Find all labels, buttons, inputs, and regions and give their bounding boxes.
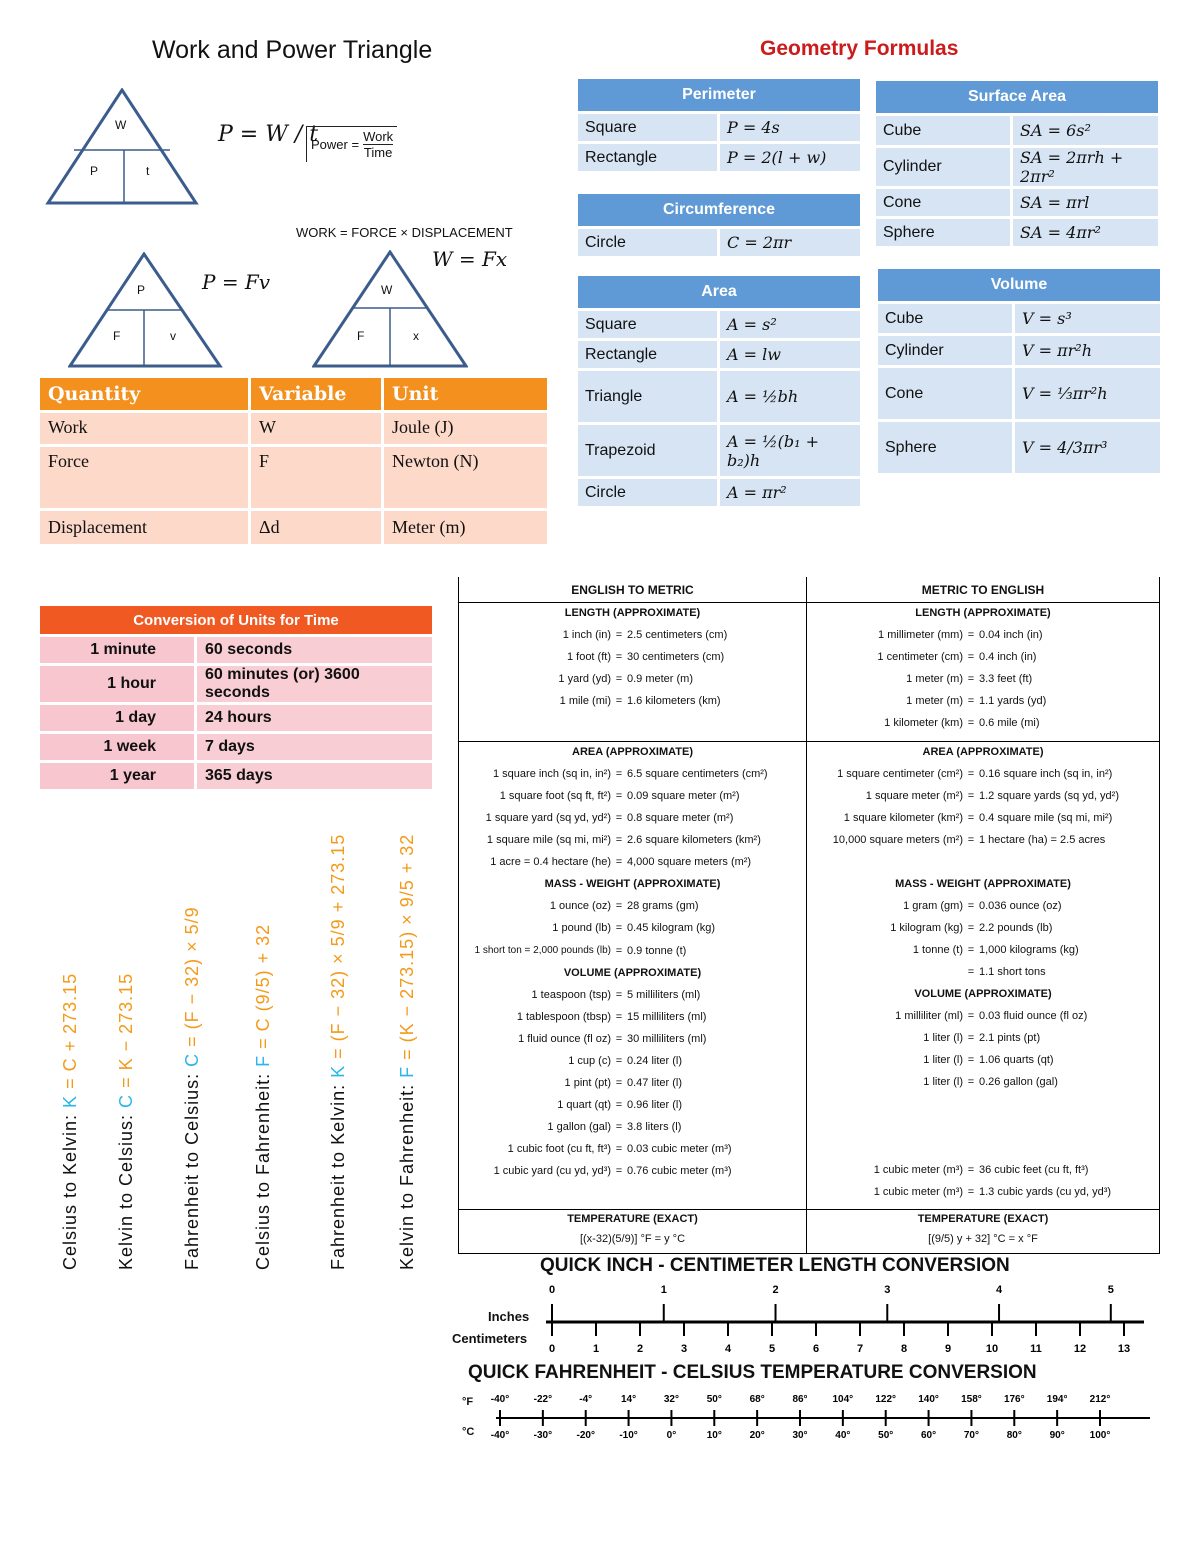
col-quantity: Quantity [40,378,250,412]
table-row [878,335,1160,367]
celsius-tick-label: 0° [666,1430,677,1441]
cell: 1 day [40,704,196,733]
unit-conversion-table [458,577,1160,1254]
inches-label: Inches [488,1309,530,1324]
cm-tick-label: 10 [985,1343,999,1355]
work-power-title: Work and Power Triangle [152,36,433,64]
list-item: 1 pound (lb) = 0.45 kilogram (kg) [552,922,716,934]
table-row [878,421,1160,475]
cm-tick-label: 4 [724,1343,732,1355]
power-formula: P = W / t [218,122,319,147]
celsius-tick-label: 70° [963,1430,979,1441]
temp-formula-c-to-f: Celsius to Fahrenheit: F = C (9/5) + 32 [253,923,273,1270]
cm-tick-label: 11 [1030,1343,1042,1355]
cell: Rectangle [578,143,719,173]
table-row [876,115,1158,147]
area-header: Area [578,276,860,310]
cell: F [250,446,383,510]
formula: A = ½(b₁ + b₂)h [719,424,861,478]
temp-formula-k-to-f: Kelvin to Fahrenheit: F = (K − 273.15) × 9/5 + 32 [397,833,417,1270]
formula: C = 2πr [719,228,861,258]
cell: Work [40,412,250,446]
formula: P = 2(l + w) [719,143,861,173]
formula: V = 4/3πr³ [1014,421,1161,475]
table-row [40,704,432,733]
cm-tick-label: 2 [636,1343,644,1355]
list-item: 1 pint (pt) = 0.47 liter (l) [564,1077,683,1089]
cell: Cone [876,188,1012,218]
table-row [578,424,860,478]
cell: Cube [876,115,1012,147]
list-item: 1 gallon (gal) = 3.8 liters (l) [547,1121,682,1133]
cm-tick-label: 8 [900,1343,908,1355]
list-item: 1 tablespoon (tbsp) = 15 milliliters (ml) [516,1011,707,1023]
area-title: AREA (APPROXIMATE) [922,746,1044,758]
list-item: 1 yard (yd) = 0.9 meter (m) [558,673,694,685]
temp-exact-title: TEMPERATURE (EXACT) [567,1213,698,1225]
list-item: 1 acre = 0.4 hectare (he) = 4,000 square meters (m²) [490,856,752,868]
cm-tick-label: 6 [812,1343,820,1355]
circumference-header: Circumference [578,194,860,228]
area-table [578,276,860,509]
surface-header: Surface Area [876,81,1158,115]
english-column [459,602,806,1182]
cm-tick-label: 1 [592,1343,600,1355]
fahrenheit-tick-label: 86° [792,1394,808,1405]
formula: SA = 6s² [1012,115,1159,147]
list-item: 1 ounce (oz) = 28 grams (gm) [549,900,699,912]
quantity-table [40,378,550,544]
metric-to-english-title: METRIC TO ENGLISH [921,583,1045,597]
inch-tick-label: 2 [772,1284,779,1296]
temp-formula-c-to-k: Celsius to Kelvin: K = C + 273.15 [60,972,80,1270]
table-row [578,113,860,143]
table-row [876,147,1158,188]
power-triangle-2 [68,252,224,368]
table-row [578,228,860,258]
power-box-den: Time [363,145,393,160]
celsius-tick-label: 100° [1089,1430,1111,1441]
cm-tick-label: 13 [1117,1343,1131,1355]
tri3-top: W [381,283,393,297]
celsius-tick-label: -10° [619,1430,638,1441]
formula: P = 4s [719,113,861,143]
list-item: 1 square meter (m²) = 1.2 square yards (sq yd, yd²) [865,790,1120,802]
cell: 1 minute [40,636,196,665]
force-velocity-formula: P = Fv [202,270,271,294]
celsius-tick-label: 50° [878,1430,894,1441]
list-item: 1 square foot (sq ft, ft²) = 0.09 square meter (m²) [499,790,740,802]
formula: V = πr²h [1014,335,1161,367]
formula: SA = πrl [1012,188,1159,218]
fahrenheit-celsius-scale [470,1390,1160,1446]
cell: 60 seconds [196,636,433,665]
list-item: 1 cup (c) = 0.24 liter (l) [568,1055,683,1067]
celsius-tick-label: -20° [576,1430,595,1441]
english-to-metric-title: ENGLISH TO METRIC [571,583,694,597]
power-box-lhs: Power = [311,137,360,152]
celsius-tick-label: -40° [490,1430,510,1441]
fahrenheit-tick-label: 194° [1046,1394,1068,1405]
metric-column [807,602,1159,1203]
mass-title: MASS - WEIGHT (APPROXIMATE) [544,878,721,890]
power-box [306,126,397,162]
cell: Square [578,113,719,143]
list-item: 1 fluid ounce (fl oz) = 30 milliliters (ml) [518,1033,707,1045]
area-title: AREA (APPROXIMATE) [572,746,693,758]
list-item: = 1.1 short tons [967,966,1046,978]
list-item: 1 square mile (sq mi, mi²) = 2.6 square kilometers (km²) [486,834,761,846]
fahrenheit-tick-label: 212° [1089,1394,1111,1405]
table-row [578,370,860,424]
list-item: 1 teaspoon (tsp) = 5 milliliters (ml) [531,989,701,1001]
cell: Square [578,310,719,340]
formula: V = ⅓πr²h [1014,367,1161,421]
length-title: LENGTH (APPROXIMATE) [915,607,1051,619]
list-item: 1 cubic yard (cu yd, yd³) = 0.76 cubic meter (m³) [493,1165,732,1177]
geometry-title: Geometry Formulas [760,37,959,60]
inch-tick-label: 5 [1107,1284,1114,1296]
cell: Circle [578,478,719,508]
time-conversion-table [40,606,432,789]
inch-tick-label: 4 [995,1284,1003,1296]
power-triangle-1 [44,88,200,206]
formula: A = πr² [719,478,861,508]
fahrenheit-tick-label: 68° [749,1394,765,1405]
inch-cm-ruler [540,1280,1150,1360]
cell: 60 minutes (or) 3600 seconds [196,665,433,704]
cell: Newton (N) [383,446,549,510]
cell: 365 days [196,762,433,790]
cell: W [250,412,383,446]
volume-table [878,269,1160,476]
tri2-top: P [137,283,146,297]
table-row [40,733,432,762]
work-formula: W = Fx [432,247,508,271]
temp-exact-title: TEMPERATURE (EXACT) [917,1213,1049,1225]
list-item: 1 square centimeter (cm²) = 0.16 square inch (sq in, in²) [837,768,1113,780]
list-item: 1 liter (l) = 1.06 quarts (qt) [923,1054,1054,1066]
cell: Sphere [876,218,1012,248]
thermo-title: QUICK FAHRENHEIT - CELSIUS TEMPERATURE CONVERSION [468,1362,1037,1383]
cm-tick-label: 3 [680,1343,688,1355]
cell: Displacement [40,510,250,544]
perimeter-header: Perimeter [578,79,860,113]
table-row [876,218,1158,248]
cm-label: Centimeters [452,1331,528,1346]
cell: Cylinder [876,147,1012,188]
list-item: 1 centimeter (cm) = 0.4 inch (in) [877,651,1037,663]
celsius-tick-label: 30° [792,1430,808,1441]
list-item: 1 liter (l) = 2.1 pints (pt) [923,1032,1041,1044]
table-row [40,636,432,665]
list-item: 1 liter (l) = 0.26 gallon (gal) [923,1076,1058,1088]
list-item: 1 foot (ft) = 30 centimeters (cm) [566,651,725,663]
cm-tick-label: 0 [548,1343,556,1355]
celsius-tick-label: 80° [1006,1430,1022,1441]
cm-tick-label: 9 [944,1343,952,1355]
formula: SA = 2πrh + 2πr² [1012,147,1159,188]
volume-title: VOLUME (APPROXIMATE) [563,967,702,979]
inch-tick-label: 3 [884,1284,891,1296]
cell: Δd [250,510,383,544]
list-item: 1 kilometer (km) = 0.6 mile (mi) [884,717,1040,729]
formula: A = lw [719,340,861,370]
cell: Rectangle [578,340,719,370]
temp-exact-met: [(9/5) y + 32] °C = x °F [928,1233,1038,1245]
list-item: 1 cubic meter (m³) = 36 cubic feet (cu ft, ft³) [873,1164,1089,1176]
list-item: 1 square inch (sq in, in²) = 6.5 square centimeters (cm²) [493,768,768,780]
celsius-tick-label: 10° [706,1430,722,1441]
fahrenheit-tick-label: 50° [706,1394,722,1405]
celsius-tick-label: -30° [533,1430,553,1441]
celsius-tick-label: 60° [921,1430,937,1441]
cell: Triangle [578,370,719,424]
fahrenheit-tick-label: 14° [621,1394,637,1405]
table-row [40,762,432,790]
fahrenheit-label: °F [462,1396,474,1408]
list-item: 1 square kilometer (km²) = 0.4 square mile (sq mi, mi²) [843,812,1113,824]
fahrenheit-tick-label: 158° [961,1394,982,1405]
col-unit: Unit [383,378,549,412]
list-item: 10,000 square meters (m²) = 1 hectare (ha) = 2.5 acres [832,834,1106,846]
perimeter-table [578,79,860,174]
list-item: 1 short ton = 2,000 pounds (lb) = 0.9 tonne (t) [474,944,687,957]
fahrenheit-tick-label: -4° [579,1394,593,1405]
surface-area-table [876,81,1158,249]
cell: Cube [878,303,1014,335]
cell: Circle [578,228,719,258]
formula: A = s² [719,310,861,340]
list-item: 1 millimeter (mm) = 0.04 inch (in) [878,629,1043,641]
cell: Trapezoid [578,424,719,478]
ruler-title: QUICK INCH - CENTIMETER LENGTH CONVERSION [540,1255,1010,1276]
work-triangle [312,250,468,368]
formula: V = s³ [1014,303,1161,335]
cell: Cylinder [878,335,1014,367]
col-variable: Variable [250,378,383,412]
tri1-top: W [115,118,127,132]
power-box-num: Work [363,129,394,144]
table-row [578,340,860,370]
formula: SA = 4πr² [1012,218,1159,248]
fahrenheit-tick-label: 140° [918,1394,939,1405]
cell: Force [40,446,250,510]
table-row [40,412,549,446]
length-title: LENGTH (APPROXIMATE) [564,607,701,619]
fahrenheit-tick-label: 104° [832,1394,854,1405]
table-row [578,478,860,508]
celsius-label: °C [462,1426,475,1438]
tri1-left: P [90,164,99,178]
volume-title: VOLUME (APPROXIMATE) [914,988,1052,1000]
fahrenheit-tick-label: 176° [1003,1394,1025,1405]
cell: Meter (m) [383,510,549,544]
temp-exact-eng: [(x-32)(5/9)] °F = y °C [579,1233,686,1245]
volume-header: Volume [878,269,1160,303]
inch-tick-label: 1 [660,1284,667,1296]
mass-title: MASS - WEIGHT (APPROXIMATE) [895,878,1071,890]
list-item: 1 mile (mi) = 1.6 kilometers (km) [559,695,721,707]
table-row [40,510,549,544]
fahrenheit-tick-label: 32° [663,1394,679,1405]
table-row [40,665,432,704]
cell: 1 year [40,762,196,790]
circumference-table [578,194,860,259]
time-header: Conversion of Units for Time [40,606,432,636]
table-row [878,303,1160,335]
fahrenheit-tick-label: -40° [490,1394,510,1405]
inch-tick-label: 0 [548,1284,556,1296]
celsius-tick-label: 90° [1049,1430,1065,1441]
formula: A = ½bh [719,370,861,424]
celsius-tick-label: 40° [835,1430,851,1441]
cell: Sphere [878,421,1014,475]
list-item: 1 quart (qt) = 0.96 liter (l) [557,1099,683,1111]
list-item: 1 tonne (t) = 1,000 kilograms (kg) [912,944,1079,956]
cm-tick-label: 5 [768,1343,776,1355]
list-item: 1 kilogram (kg) = 2.2 pounds (lb) [890,922,1053,934]
table-row [40,446,549,510]
table-row [578,143,860,173]
tri2-left: F [113,329,121,343]
list-item: 1 milliliter (ml) = 0.03 fluid ounce (fl oz) [895,1010,1088,1022]
work-definition: WORK = FORCE × DISPLACEMENT [296,225,513,240]
cell: 1 hour [40,665,196,704]
tri3-right: x [413,329,419,343]
cm-tick-label: 12 [1073,1343,1087,1355]
table-row [578,310,860,340]
tri3-left: F [357,329,365,343]
temp-formula-f-to-c: Fahrenheit to Celsius: C = (F − 32) × 5/9 [182,906,202,1270]
celsius-tick-label: 20° [749,1430,765,1441]
list-item: 1 meter (m) = 3.3 feet (ft) [906,673,1033,685]
list-item: 1 inch (in) = 2.5 centimeters (cm) [562,629,728,641]
temp-formula-f-to-k: Fahrenheit to Kelvin: K = (F − 32) × 5/9 + 273.15 [328,833,348,1270]
cell: Cone [878,367,1014,421]
table-row [876,188,1158,218]
cm-tick-label: 7 [856,1343,864,1355]
tri1-right: t [146,164,150,178]
temp-formula-k-to-c: Kelvin to Celsius: C = K − 273.15 [116,972,136,1270]
cell: 7 days [196,733,433,762]
fahrenheit-tick-label: 122° [875,1394,897,1405]
table-row [878,367,1160,421]
list-item: 1 cubic foot (cu ft, ft³) = 0.03 cubic meter (m³) [507,1143,732,1155]
tri2-right: v [170,329,176,343]
cell: 1 week [40,733,196,762]
cell: Joule (J) [383,412,549,446]
list-item: 1 gram (gm) = 0.036 ounce (oz) [903,900,1062,912]
list-item: 1 cubic meter (m³) = 1.3 cubic yards (cu yd, yd³) [873,1186,1112,1198]
list-item: 1 meter (m) = 1.1 yards (yd) [906,695,1047,707]
fahrenheit-tick-label: -22° [533,1394,553,1405]
cell: 24 hours [196,704,433,733]
list-item: 1 square yard (sq yd, yd²) = 0.8 square meter (m²) [485,812,734,824]
